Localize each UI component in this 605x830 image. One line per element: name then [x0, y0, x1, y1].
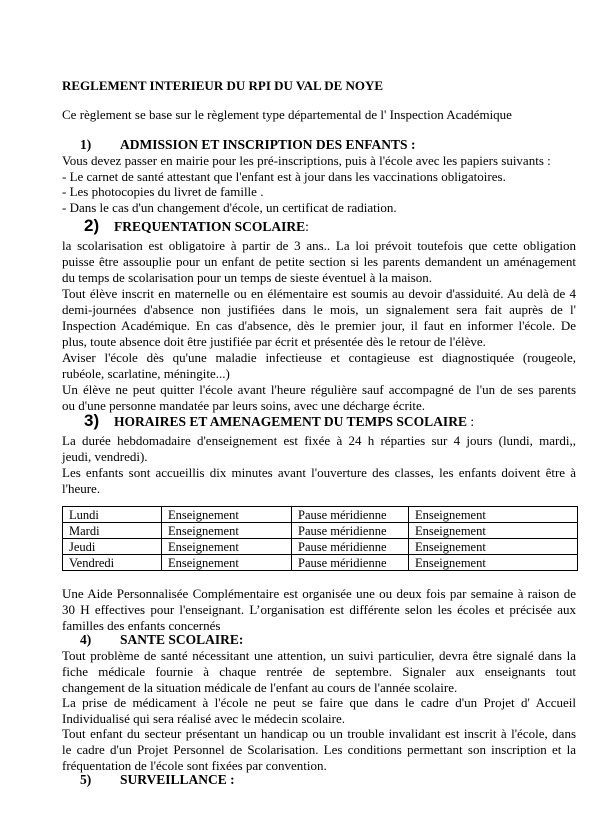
day-cell: Vendredi — [63, 555, 162, 571]
section-title: FREQUENTATION SCOLAIRE — [114, 219, 306, 234]
day-cell: Lundi — [63, 507, 162, 523]
day-cell: Jeudi — [63, 539, 162, 555]
afternoon-cell: Enseignement — [409, 523, 578, 539]
section-number: 5) — [80, 772, 92, 787]
paragraph-line: Un élève ne peut quitter l'école avant l'heure régulière sauf accompagné de l'un de ses parents — [62, 382, 576, 397]
paragraph-line: Tout problème de santé nécessitant une attention, un suivi particulier, devra être signalé dans la — [62, 648, 576, 663]
lunch-cell: Pause méridienne — [292, 507, 409, 523]
morning-cell: Enseignement — [162, 539, 292, 555]
morning-cell: Enseignement — [162, 507, 292, 523]
morning-cell: Enseignement — [162, 555, 292, 571]
lunch-cell: Pause méridienne — [292, 539, 409, 555]
paragraph-line: familles des enfants concernés — [62, 618, 221, 633]
paragraph-line: demi-journées d'absence non justifiées dans le mois, un signalement sera fait auprès de l' — [62, 302, 576, 317]
paragraph-line: Aviser l'école dès qu'une maladie infectieuse et contagieuse est diagnostiquée (rougeole, — [62, 350, 576, 365]
table-row — [63, 555, 578, 571]
paragraph-line: Tout enfant du secteur présentant un handicap ou un trouble invalidant est inscrit à l'école, dans — [62, 726, 576, 741]
paragraph-line: l'heure. — [62, 481, 101, 496]
schedule-table — [62, 506, 578, 571]
paragraph-line: 30 H effectives pour l'enseignant. L’organisation est différente selon les écoles et précisée aux — [62, 602, 576, 617]
table-row — [63, 523, 578, 539]
paragraph-line: puisse être assouplie pour un enfant de petite section si les parents demandent un aménagement — [62, 254, 576, 269]
section-3-heading: 3) HORAIRES ET AMENAGEMENT DU TEMPS SCOLAIRE : — [62, 411, 474, 431]
paragraph-line: ou d'une personne mandatée par leurs soins, avec une décharge écrite. — [62, 398, 426, 413]
paragraph-line: Vous devez passer en mairie pour les pré-inscriptions, puis à l'école avec les papiers suivants : — [62, 153, 551, 168]
paragraph-line: La prise de médicament à l'école ne peut se faire que dans le cadre d'un Projet d' Accueil — [62, 695, 576, 710]
list-item: - Le carnet de santé attestant que l'enfant est à jour dans les vaccinations obligatoires. — [62, 169, 506, 184]
paragraph-line: Inspection Académique. En cas d'absence, dès le premier jour, il faut en informer l'école. De — [62, 318, 576, 333]
section-title: SURVEILLANCE : — [120, 772, 235, 787]
section-number: 2) — [84, 216, 100, 235]
paragraph-line: la scolarisation est obligatoire à partir de 3 ans.. La loi prévoit toutefois que cette obligation — [62, 238, 576, 253]
paragraph-line: La durée hebdomadaire d'enseignement est fixée à 24 h réparties sur 4 jours (lundi, mardi,, — [62, 433, 576, 448]
section-number: 4) — [80, 632, 92, 647]
lunch-cell: Pause méridienne — [292, 523, 409, 539]
day-cell: Mardi — [63, 523, 162, 539]
afternoon-cell: Enseignement — [409, 555, 578, 571]
paragraph-line: fiche médicale fournie à chaque rentrée de septembre. Signaler aux enseignants tout — [62, 664, 576, 679]
paragraph-line: le cadre d'un Projet Personnel de Scolarisation. Les conditions permettant son inscription et la — [62, 742, 576, 757]
list-item: - Dans le cas d'un changement d'école, un certificat de radiation. — [62, 200, 397, 215]
afternoon-cell: Enseignement — [409, 507, 578, 523]
paragraph-line: du temps de scolarisation pour un temps de sieste éventuel à la maison. — [62, 270, 433, 285]
paragraph-line: Une Aide Personnalisée Complémentaire est organisée une ou deux fois par semaine à raison de — [62, 586, 576, 601]
paragraph-line: changement de la situation médicale de l'enfant au cours de l'année scolaire. — [62, 680, 458, 695]
section-1-heading: 1) ADMISSION ET INSCRIPTION DES ENFANTS : — [62, 137, 415, 153]
intro-text: Ce règlement se base sur le règlement type départemental de l' Inspection Académique — [62, 107, 512, 122]
section-number: 1) — [80, 137, 92, 152]
document-title: REGLEMENT INTERIEUR DU RPI DU VAL DE NOYE — [62, 78, 384, 93]
paragraph-line: Individualisé qui sera réalisé avec le médecin scolaire. — [62, 711, 345, 726]
paragraph-line: fréquentation de l'école sont fixées par convention. — [62, 758, 327, 773]
section-4-heading — [62, 632, 243, 648]
section-5-heading — [62, 772, 235, 788]
table-row — [63, 507, 578, 523]
paragraph-line: rubéole, scarlatine, méningite...) — [62, 366, 230, 381]
paragraph-line: jeudi, vendredi). — [62, 449, 148, 464]
section-title: SANTE SCOLAIRE: — [120, 632, 244, 647]
morning-cell: Enseignement — [162, 523, 292, 539]
afternoon-cell: Enseignement — [409, 539, 578, 555]
table-row — [63, 539, 578, 555]
paragraph-line: Tout élève inscrit en maternelle ou en élémentaire est soumis au devoir d'assiduité. Au delà de 4 — [62, 286, 576, 301]
section-title: ADMISSION ET INSCRIPTION DES ENFANTS — [120, 137, 408, 152]
section-number: 3) — [84, 411, 100, 430]
section-2-heading: 2) FREQUENTATION SCOLAIRE: — [62, 216, 309, 236]
list-item: - Les photocopies du livret de famille . — [62, 184, 264, 199]
paragraph-line: Les enfants sont accueillis dix minutes avant l'ouverture des classes, les enfants doivent être à — [62, 465, 576, 480]
section-title: HORAIRES ET AMENAGEMENT DU TEMPS SCOLAIRE — [114, 414, 467, 429]
lunch-cell: Pause méridienne — [292, 555, 409, 571]
paragraph-line: plus, toute absence doit être justifiée par écrit et présentée dès le retour de l'élève. — [62, 334, 486, 349]
